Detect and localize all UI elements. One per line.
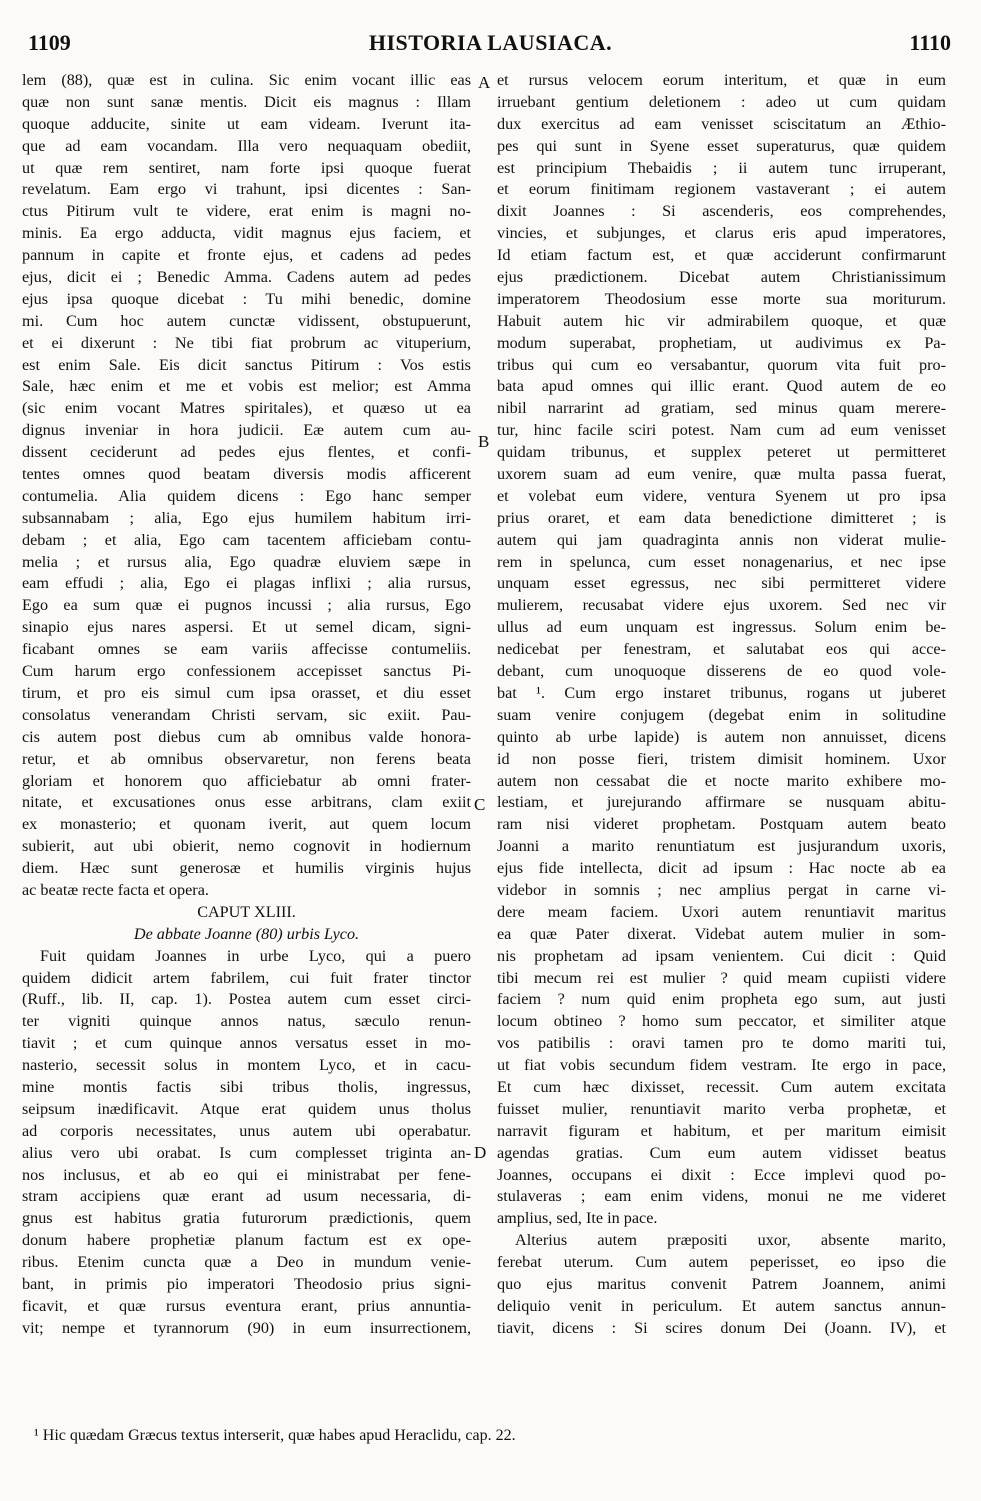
text-line: nasterio, secessit solus in montem Lyco, et in cacu- [22,1056,471,1075]
text-line: quinto ab urbe lapide) is autem non annuisset, dicens [497,727,946,746]
text-line: unquam esset egressus, nec sibi permitteret videre [497,574,946,593]
text-line: gloriam et honorem quo afficiebatur ab omni frater- [22,771,471,790]
text-line: suam venire conjugem (degebat enim in solitudine [497,705,946,724]
margin-letter-d: D [474,1143,487,1162]
text-line: tiavit ; et cum quinque annos versatus esset in mo- [22,1034,471,1053]
text-line: mi. Cum hoc autem cunctæ vidissent, obstupuerunt, [22,311,471,330]
text-line: ullus ad eum unquam est ingressus. Solum enim be- [497,618,946,637]
text-line: stulaveras ; eam enim videns, monui ne me videret [497,1187,946,1206]
text-line: bant, in primis pio imperatori Theodosio prius signi- [22,1274,471,1293]
text-line: ea quæ Pater dixerat. Videbat autem mulier in som- [497,924,946,943]
text-line: tirum, et pro eis simul cum ipsa orasset, et diu esset [22,683,471,702]
text-line: ad corporis necessitates, unus autem ubi operabatur. [22,1121,471,1140]
text-line: et ei dixerunt : Ne tibi fiat probrum ac vituperium, [22,333,471,352]
text-line: pannum in capite et fronte ejus, et cadens ad pedes [22,246,471,265]
text-line: dixit Joannes : Si ascenderis, eos comprehendes, [497,202,946,221]
margin-letter-b: B [478,432,490,451]
text-line: quidam tribunus, et supplex peteret ut permitteret [497,443,946,462]
text-line: quæ non sunt sanæ mentis. Dicit eis magnus : Illam [22,92,471,111]
text-line: minis. Ea ergo adducta, vidit magnus ejus faciem, et [22,224,471,243]
text-line: (Ruff., lib. II, cap. 1). Postea autem cum esset circi- [22,990,471,1009]
text-line: vit; nempe et tyrannorum (90) in eum insurrectionem, [22,1318,471,1337]
text-line: ficabant omnes se eam variis affecisse contumeliis. [22,640,471,659]
text-line: retur, et ab omnibus observaretur, non ferens beata [22,749,471,768]
text-line: nitate, et excusationes onus esse arbitrans, clam exiit [22,793,471,812]
text-line: ut quæ rem sentiret, nam forte ipsi quoque fuerat [22,158,471,177]
text-line: narravit figuram et habitum, et per maritum eimisit [497,1121,946,1140]
text-line: ctus Pitirum vult te videre, erat enim is magni no- [22,202,471,221]
text-line: locum obtineo ? homo sum peccator, et similiter atque [497,1012,946,1031]
text-line: ac beatæ recte facta et opera. [22,880,209,899]
text-line: tibi mecum rei est mulier ? quid meam cupiisti videre [497,968,946,987]
text-line: et volebat eum videre, ventura Syenem ut pro ipsa [497,486,946,505]
text-line: prius oraret, et eam data benedictione dimitteret ; is [497,508,946,527]
text-line: autem non cessabat die et nocte marito exhibere mo- [497,771,946,790]
text-line: uxorem suam ad eum venire, quæ multa passa fuerat, [497,465,946,484]
text-line: faciem ? num quid enim propheta ego sum, aut justi [497,990,946,1009]
text-line: Ego ea sum quæ ei pugnos incussi ; alia rursus, Ego [22,596,471,615]
text-line: mulierem, recusabat videre ejus uxorem. Sed nec vir [497,596,946,615]
text-line: bata apud omnes qui illic erant. Quod autem de eo [497,377,946,396]
text-line: nos inclusus, et ab eo qui ei ministrabat per fene- [22,1165,471,1184]
text-line: ribus. Etenim cuncta quæ a Deo in mundum venie- [22,1253,471,1272]
text-line: deliquio venit in periculum. Et autem sanctus annun- [497,1296,946,1315]
text-line: ejus prædictionem. Dicebat autem Christianissimum [497,268,946,287]
text-line: videbor in somnis ; nec amplius pergat in carne vi- [497,880,946,899]
text-line: tentes omnes quod beatam diversis modis afficerent [22,465,471,484]
text-line: tur, hinc facile sciri potest. Nam cum ad eum venisset [497,421,946,440]
margin-letter-a: A [478,73,491,92]
text-line: tiavit, dicens : Si scires donum Dei (Joann. IV), et [497,1318,946,1337]
text-line: dere meam faciem. Uxori autem renuntiavit maritus [497,902,946,921]
text-line: dissent ceciderunt ad pedes ejus flentes, et confi- [22,443,471,462]
text-line: subsannabam ; alia, Ego ejus humilem habitum irri- [22,508,471,527]
right-page-number: 1110 [909,30,951,55]
text-line: et rursus velocem eorum interitum, et quæ in eum [497,71,946,89]
text-line: nis prophetam ad ipsam venientem. Cui dicit : Quid [497,946,946,965]
text-line: stram accipiens quæ erant ad usum necessaria, di- [22,1187,471,1206]
text-line: lestiam, et jurejurando affirmare se nusquam abitu- [497,793,946,812]
text-line: ram nisi videret prophetam. Postquam autem beato [497,815,946,834]
text-line: autem qui jam quadraginta annis non viderat mulie- [497,530,946,549]
text-line: bat ¹. Cum ergo instaret tribunus, rogans ut juberet [497,683,946,702]
text-line: nedicebat per fenestram, et salutabat eos qui acce- [497,640,946,659]
text-line: Et cum hæc dixisset, recessit. Cum autem excitata [497,1077,946,1096]
text-line: id non posse fieri, tristem dimisit hominem. Uxor [497,749,946,768]
text-line: rem in spelunca, cum esset nonagenarius, et nec ipse [497,552,946,571]
text-line: Habuit autem hic vir admirabilem quoque, et quæ [497,311,946,330]
text-line: Sale, hæc enim et me et vobis est melior; est Amma [22,377,471,396]
chapter-heading: CAPUT XLIII. [197,902,296,921]
text-line: debant, cum unoquoque disserens de eo quod vole- [497,662,946,681]
text-line: dux exercitus ad eam venisset sciscitatum an Æthio- [497,114,946,133]
text-line: Joanni a marito renuntiatum est jusjurandum uxoris, [497,837,946,856]
text-line: ferebat uterum. Cum autem peperisset, eo ipso die [497,1253,946,1272]
margin-letter-c: C [474,795,486,814]
text-line: quidem didicit artem fabrilem, cui fuit frater tinctor [22,968,471,987]
right-column [497,70,946,1340]
text-line: agendas gratias. Cum eum autem vidisset beatus [497,1143,946,1162]
running-title: HISTORIA LAUSIACA. [368,30,613,55]
text-line: mine montis factis sibi tribus tholis, ingressus, [22,1077,471,1096]
chapter-subtitle: De abbate Joanne (80) urbis Lyco. [133,924,360,943]
text-line: amplius, sed, Ite in pace. [497,1209,658,1228]
text-line: Cum harum ergo confessionem accepisset sanctus Pi- [22,662,471,681]
text-line: modum superabat, prophetiam, ut audivimus ex Pa- [497,333,946,352]
text-line: nibil narrarint ad gratiam, sed minus quam merere- [497,399,946,418]
page-header [0,30,981,64]
left-column [22,70,471,1340]
text-line: sinapio ejus nares aspersi. Et ut semel dicam, signi- [22,618,471,637]
text-line: consolatus venerandam Christi servam, sic exiit. Pau- [22,705,471,724]
text-line: ficavit, et quæ rursus eventura erant, prius annuntia- [22,1296,471,1315]
footnote: ¹ Hic quædam Græcus textus interserit, quæ habes apud Heraclidu, cap. 22. [34,1427,516,1444]
text-line: (sic enim vocant Matres spiritales), et quæso ut ea [22,399,471,418]
text-line: tribus qui cum eo versabantur, quorum vita fuit pro- [497,355,946,374]
text-line: Alterius autem præpositi uxor, absente marito, [515,1231,946,1250]
text-line: vincies, et subjunges, et clarus eris apud imperatores, [497,224,946,243]
text-line: ter vigniti quinque annos natus, sæculo renun- [22,1012,471,1031]
text-line: que ad eam vocandam. Illa vero nequaquam obediit, [22,136,471,155]
text-line: donum habere prophetiæ planum factum est ex ope- [22,1231,471,1250]
text-line: fuisset mulier, renuntiavit marito verba prophetæ, et [497,1099,946,1118]
text-line: ejus fide intellecta, dicit ad ipsum : Hac nocte ab ea [497,859,946,878]
text-line: gnus est habitus gratia futurorum prædictionis, quem [22,1209,471,1228]
left-page-number: 1109 [28,30,71,55]
text-line: ejus, dicit ei ; Benedic Amma. Cadens autem ad pedes [22,268,471,287]
text-line: cis autem post diebus cum ab omnibus valde honora- [22,727,471,746]
text-line: vos patibilis : oravi tamen pro te domo mariti tui, [497,1034,946,1053]
text-line: debam ; et alia, Ego cam tacentem afficiebam contu- [22,530,471,549]
text-line: pes qui sunt in Syene esset superaturus, quæ quidem [497,136,946,155]
text-line: est enim Sale. Eis dicit sanctus Pitirum : Vos estis [22,355,471,374]
text-line: diem. Hæc sunt generosæ et humilis virginis hujus [22,859,471,878]
text-line: imperatorem Theodosium esse morte sua moriturum. [497,289,946,308]
text-line: subierit, aut ubi obierit, nemo cognovit in hodiernum [22,837,471,856]
text-line: contumelia. Alia quidem dicens : Ego hanc semper [22,486,471,505]
text-line: quoque adducite, sinite ut eam videam. Iverunt ita- [22,114,471,133]
text-line: Id etiam factum est, et quæ acciderunt confirmarunt [497,246,946,265]
text-line: et eorum finitimam regionem vastaverant ; ei autem [497,180,946,199]
text-line: lem (88), quæ est in culina. Sic enim vocant illic eas [22,71,471,89]
text-line: melia ; et rursus alia, Ego quadræ eluviem sæpe in [22,552,471,571]
text-line: revelatum. Eam ergo vi trahunt, ipsi dicentes : San- [22,180,471,199]
text-line: Fuit quidam Joannes in urbe Lyco, qui a puero [40,946,471,965]
text-line: irruebant gentium deletionem : adeo ut cum quidam [497,92,946,111]
text-line: seipsum inædificavit. Atque erat quidem unus tholus [22,1099,471,1118]
text-line: ex monasterio; et quonam iverit, aut quem locum [22,815,471,834]
text-line: dignus inveniar in hora judicii. Eæ autem cum au- [22,421,471,440]
text-line: est principium Thebaidis ; ii autem tunc irruperant, [497,158,946,177]
text-line: ut fiat vobis secundum fidem vestram. Ite ergo in pace, [497,1056,946,1075]
text-line: Joannes, occupans ei dixit : Ecce implevi quod po- [497,1165,946,1184]
text-line: ejus ipsa quoque dicebat : Tu mihi benedic, domine [22,289,471,308]
text-line: eam effudi ; alia, Ego ei plagas inflixi ; alia rursus, [22,574,471,593]
text-line: quo ejus maritus convenit Patrem Joannem, animi [497,1274,946,1293]
text-line: alius vero ubi orabat. Is cum complesset triginta an- [22,1143,471,1162]
